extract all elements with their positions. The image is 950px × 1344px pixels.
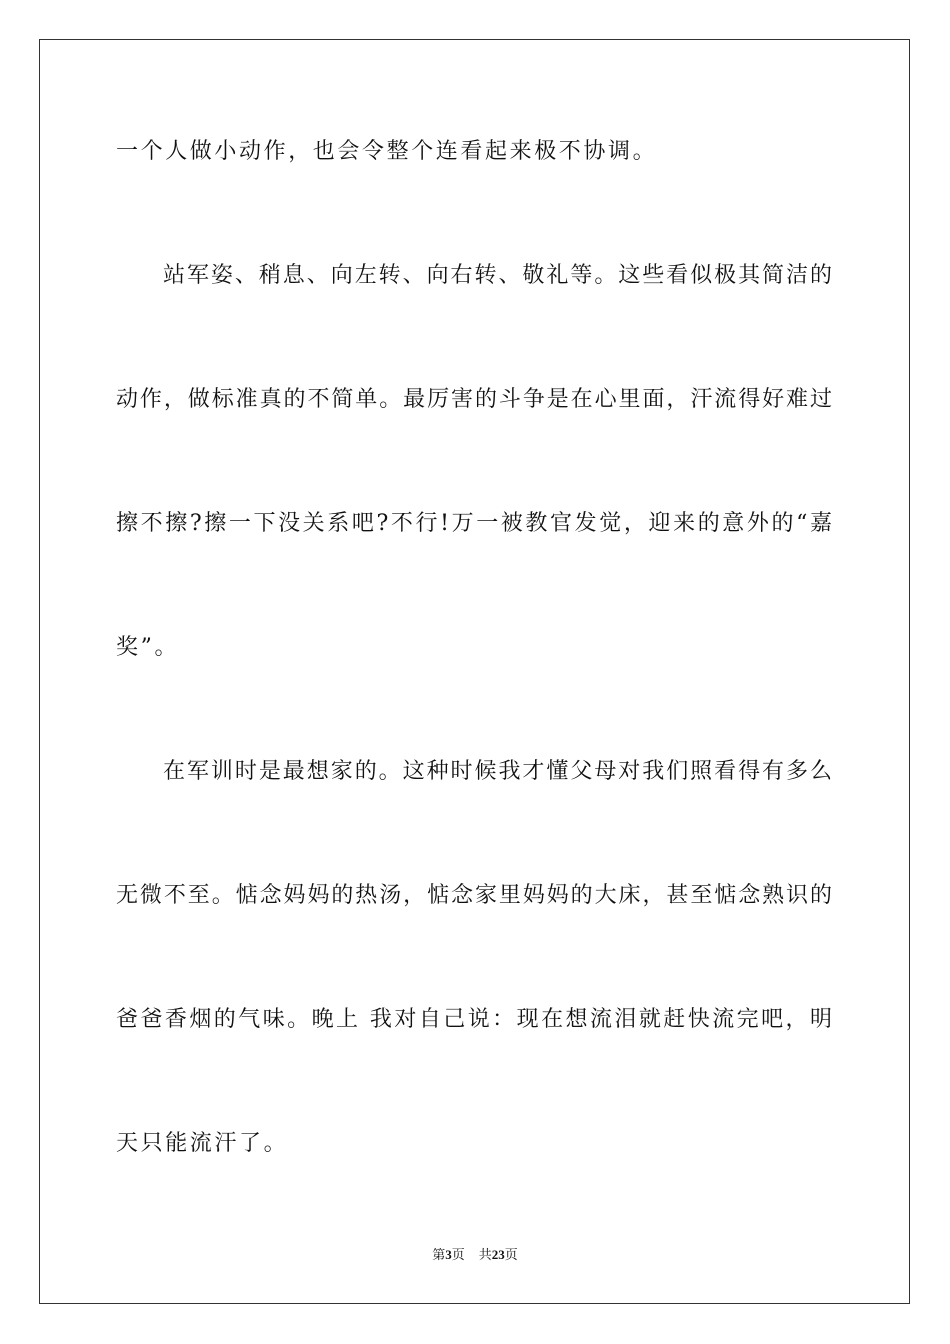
total-prefix: 共 — [478, 1247, 492, 1262]
paragraph-line: 动作，做标准真的不简单。最厉害的斗争是在心里面，汗流得好难过 — [116, 387, 832, 412]
paragraph-line: 爸爸香烟的气味。晚上 我对自己说：现在想流泪就赶快流完吧，明 — [116, 1007, 832, 1032]
page-footer — [0, 1246, 950, 1264]
paragraph-line: 擦不擦?擦一下没关系吧?不行!万一被教官发觉，迎来的意外的“嘉 — [116, 511, 832, 536]
paragraph-line: 一个人做小动作，也会令整个连看起来极不协调。 — [116, 139, 658, 164]
total-unit: 页 — [504, 1247, 518, 1262]
total-pages: 23 — [491, 1247, 505, 1262]
page-unit: 页 — [451, 1247, 465, 1262]
page-prefix: 第 — [432, 1247, 446, 1262]
page-number: 3 — [445, 1247, 452, 1262]
paragraph-line: 无微不至。惦念妈妈的热汤，惦念家里妈妈的大床，甚至惦念熟识的 — [116, 883, 832, 908]
paragraph-line: 在军训时是最想家的。这种时候我才懂父母对我们照看得有多么 — [163, 759, 832, 784]
paragraph-line: 站军姿、稍息、向左转、向右转、敬礼等。这些看似极其简洁的 — [163, 263, 832, 288]
paragraph-line: 天只能流汗了。 — [116, 1131, 289, 1156]
page-border — [39, 39, 910, 1304]
paragraph-line: 奖”。 — [116, 635, 180, 660]
